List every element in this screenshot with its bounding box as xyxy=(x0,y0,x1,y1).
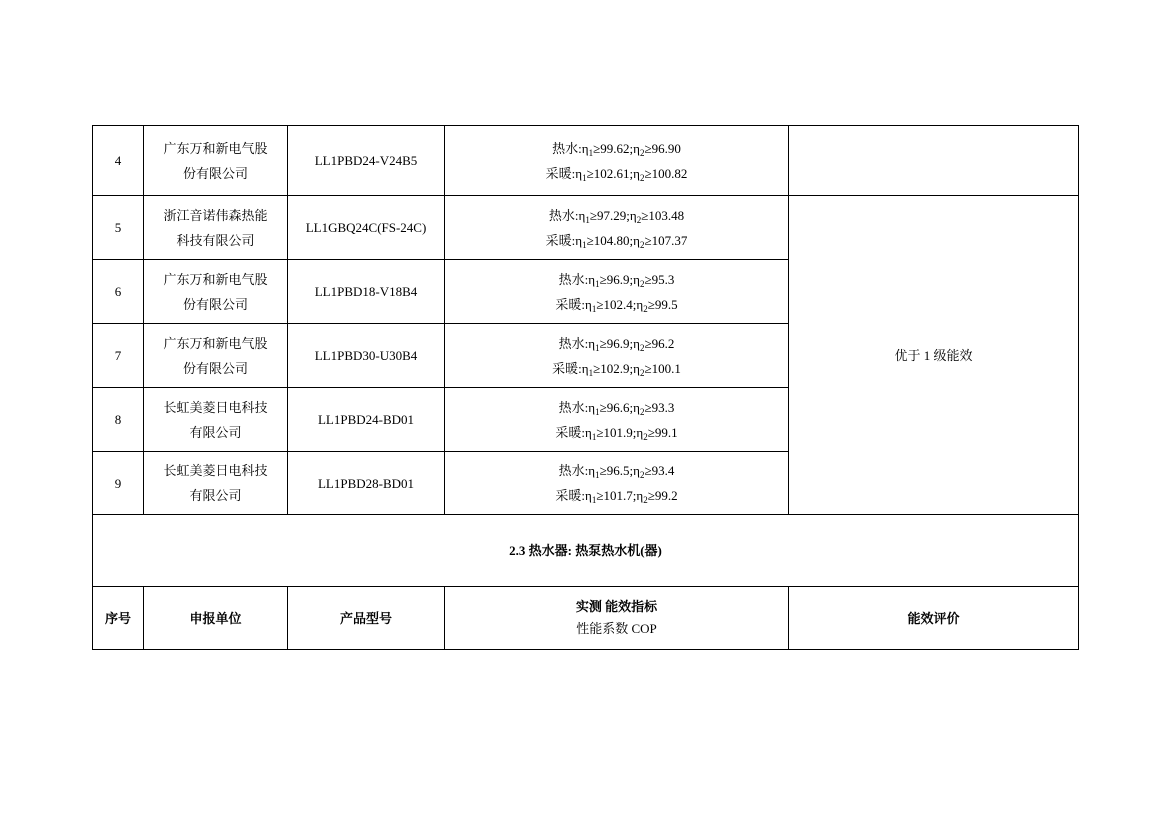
efficiency-label: 热水: xyxy=(558,399,589,415)
company-cell xyxy=(144,324,288,388)
eta-subscript: 2 xyxy=(639,147,645,158)
eta-subscript: 1 xyxy=(595,278,600,289)
eta1-value: ≥97.29 xyxy=(589,207,627,223)
eta-symbol: η xyxy=(588,271,596,287)
company-name-line2: 份有限公司 xyxy=(182,296,248,312)
eta-subscript: 2 xyxy=(639,406,645,417)
eta-symbol: η xyxy=(633,140,640,156)
eta2-value: ≥96.2 xyxy=(644,335,675,351)
eta-subscript: 2 xyxy=(639,278,645,289)
company-name-line1: 长虹美菱日电科技 xyxy=(163,399,268,415)
eta-subscript: 1 xyxy=(582,239,587,250)
eta-subscript: 1 xyxy=(591,431,597,442)
eta2-value: ≥100.1 xyxy=(644,360,681,376)
eta-symbol: η xyxy=(633,463,640,478)
company-cell xyxy=(144,388,288,452)
heating-efficiency xyxy=(445,356,788,381)
company-name-line1: 长虹美菱日电科技 xyxy=(163,463,268,478)
header-metric-title: 实测 能效指标 xyxy=(575,599,658,614)
eta-symbol: η xyxy=(633,360,640,376)
separator: ; xyxy=(626,207,630,223)
efficiency-label: 采暖: xyxy=(555,296,586,312)
eta-symbol: η xyxy=(578,207,586,223)
eta-subscript: 2 xyxy=(643,303,648,314)
eta1-value: ≥96.9 xyxy=(599,271,630,287)
separator: ; xyxy=(632,488,637,503)
eta-subscript: 2 xyxy=(639,367,645,378)
separator: ; xyxy=(629,232,634,248)
efficiency-cell xyxy=(445,126,789,196)
eta1-value: ≥101.7 xyxy=(596,488,633,503)
eta-subscript: 2 xyxy=(636,214,642,225)
eta2-value: ≥93.4 xyxy=(644,463,675,478)
eta2-value: ≥107.37 xyxy=(644,232,688,248)
separator: ; xyxy=(629,165,634,181)
eta-subscript: 1 xyxy=(595,342,600,353)
hot-water-efficiency xyxy=(445,331,788,356)
section-title: 2.3 热水器: 热泵热水机(器) xyxy=(93,515,1079,587)
heating-efficiency xyxy=(445,420,788,445)
eta-symbol: η xyxy=(636,424,644,440)
eta-subscript: 1 xyxy=(582,172,587,183)
model-cell: LL1PBD28-BD01 xyxy=(288,452,445,515)
eta-subscript: 1 xyxy=(591,303,597,314)
heating-efficiency xyxy=(445,483,788,508)
row-number: 7 xyxy=(93,324,144,388)
company-name-line1: 广东万和新电气股 xyxy=(163,335,268,351)
eta-symbol: η xyxy=(585,488,592,503)
model-cell: LL1PBD30-U30B4 xyxy=(288,324,445,388)
row-number: 8 xyxy=(93,388,144,452)
eta2-value: ≥100.82 xyxy=(644,165,688,181)
eta1-value: ≥101.9 xyxy=(596,424,633,440)
efficiency-label: 采暖: xyxy=(555,424,586,440)
eta-symbol: η xyxy=(575,232,583,248)
eta-symbol: η xyxy=(636,296,644,312)
hot-water-efficiency xyxy=(445,395,788,420)
eta-subscript: 1 xyxy=(595,406,600,417)
eta-symbol: η xyxy=(585,424,592,440)
eta-subscript: 2 xyxy=(639,172,645,183)
efficiency-label: 热水: xyxy=(558,271,589,287)
separator: ; xyxy=(629,335,634,351)
eta-symbol: η xyxy=(581,140,589,156)
model-cell: LL1PBD24-V24B5 xyxy=(288,126,445,196)
company-cell xyxy=(144,260,288,324)
separator: ; xyxy=(629,399,634,415)
header-metric-subtitle: 性能系数 COP xyxy=(576,621,657,636)
efficiency-label: 热水: xyxy=(558,463,589,478)
eta-subscript: 1 xyxy=(591,495,597,505)
rating-cell: 优于 1 级能效 xyxy=(789,196,1079,515)
row-number: 6 xyxy=(93,260,144,324)
separator: ; xyxy=(632,424,637,440)
model-cell: LL1PBD18-V18B4 xyxy=(288,260,445,324)
eta-symbol: η xyxy=(575,165,583,181)
header-metric xyxy=(445,587,789,650)
eta-symbol: η xyxy=(588,463,596,478)
model-cell: LL1GBQ24C(FS-24C) xyxy=(288,196,445,260)
eta1-value: ≥96.9 xyxy=(599,335,630,351)
table-row xyxy=(93,196,1079,260)
company-name-line2: 有限公司 xyxy=(189,488,242,503)
eta-subscript: 1 xyxy=(588,147,594,158)
hot-water-efficiency xyxy=(445,203,788,228)
eta1-value: ≥102.9 xyxy=(593,360,630,376)
header-rating: 能效评价 xyxy=(789,587,1079,650)
company-name-line1: 广东万和新电气股 xyxy=(163,271,268,287)
company-cell xyxy=(144,196,288,260)
eta-subscript: 2 xyxy=(639,470,645,480)
eta2-value: ≥99.1 xyxy=(647,424,678,440)
eta-subscript: 2 xyxy=(639,342,645,353)
heating-efficiency xyxy=(445,292,788,317)
table-row xyxy=(93,126,1079,196)
section-title-row xyxy=(93,515,1079,587)
separator: ; xyxy=(629,271,634,287)
energy-efficiency-table xyxy=(92,125,1079,650)
eta1-value: ≥96.5 xyxy=(599,463,630,478)
efficiency-cell xyxy=(445,324,789,388)
eta-symbol: η xyxy=(585,296,592,312)
company-name-line1: 浙江音诺伟森热能 xyxy=(163,207,268,223)
header-model: 产品型号 xyxy=(288,587,445,650)
rating-cell-empty xyxy=(789,126,1079,196)
eta-subscript: 1 xyxy=(585,214,590,225)
eta-symbol: η xyxy=(633,271,640,287)
eta-subscript: 2 xyxy=(643,495,648,505)
efficiency-label: 采暖: xyxy=(545,165,576,181)
company-name-line2: 科技有限公司 xyxy=(176,232,255,248)
separator: ; xyxy=(629,463,634,478)
eta1-value: ≥96.6 xyxy=(599,399,630,415)
efficiency-cell xyxy=(445,196,789,260)
efficiency-label: 采暖: xyxy=(552,360,582,376)
efficiency-label: 采暖: xyxy=(555,488,586,503)
eta2-value: ≥93.3 xyxy=(644,399,675,415)
row-number: 4 xyxy=(93,126,144,196)
efficiency-label: 热水: xyxy=(548,207,579,223)
hot-water-efficiency xyxy=(445,267,788,292)
heating-efficiency xyxy=(445,161,788,186)
model-cell: LL1PBD24-BD01 xyxy=(288,388,445,452)
eta1-value: ≥102.4 xyxy=(596,296,633,312)
header-no: 序号 xyxy=(93,587,144,650)
efficiency-cell xyxy=(445,452,789,515)
eta2-value: ≥103.48 xyxy=(641,207,685,223)
eta-symbol: η xyxy=(633,335,640,351)
company-cell xyxy=(144,452,288,515)
separator: ; xyxy=(629,140,634,156)
eta-subscript: 2 xyxy=(643,431,648,442)
eta1-value: ≥104.80 xyxy=(586,232,630,248)
hot-water-efficiency xyxy=(445,136,788,161)
eta-subscript: 2 xyxy=(639,239,645,250)
eta-symbol: η xyxy=(588,335,596,351)
eta-symbol: η xyxy=(629,207,637,223)
company-cell xyxy=(144,126,288,196)
heating-efficiency xyxy=(445,228,788,253)
hot-water-efficiency xyxy=(445,458,788,483)
efficiency-cell xyxy=(445,388,789,452)
separator: ; xyxy=(632,296,637,312)
row-number: 5 xyxy=(93,196,144,260)
eta-symbol: η xyxy=(633,232,640,248)
eta-subscript: 1 xyxy=(595,470,600,480)
eta1-value: ≥102.61 xyxy=(586,165,630,181)
company-name-line2: 份有限公司 xyxy=(182,165,248,181)
eta-subscript: 1 xyxy=(588,367,594,378)
efficiency-label: 热水: xyxy=(552,140,582,156)
eta2-value: ≥96.90 xyxy=(644,140,681,156)
eta2-value: ≥95.3 xyxy=(644,271,675,287)
efficiency-label: 热水: xyxy=(558,335,589,351)
eta2-value: ≥99.2 xyxy=(647,488,678,503)
eta-symbol: η xyxy=(633,165,640,181)
eta-symbol: η xyxy=(581,360,589,376)
efficiency-label: 采暖: xyxy=(545,232,576,248)
efficiency-cell xyxy=(445,260,789,324)
company-name-line1: 广东万和新电气股 xyxy=(163,140,268,156)
company-name-line2: 有限公司 xyxy=(189,424,242,440)
eta-symbol: η xyxy=(633,399,640,415)
header-company: 申报单位 xyxy=(144,587,288,650)
eta1-value: ≥99.62 xyxy=(593,140,630,156)
header-row xyxy=(93,587,1079,650)
eta-symbol: η xyxy=(636,488,644,503)
eta2-value: ≥99.5 xyxy=(647,296,678,312)
row-number: 9 xyxy=(93,452,144,515)
eta-symbol: η xyxy=(588,399,596,415)
separator: ; xyxy=(629,360,634,376)
company-name-line2: 份有限公司 xyxy=(182,360,248,376)
